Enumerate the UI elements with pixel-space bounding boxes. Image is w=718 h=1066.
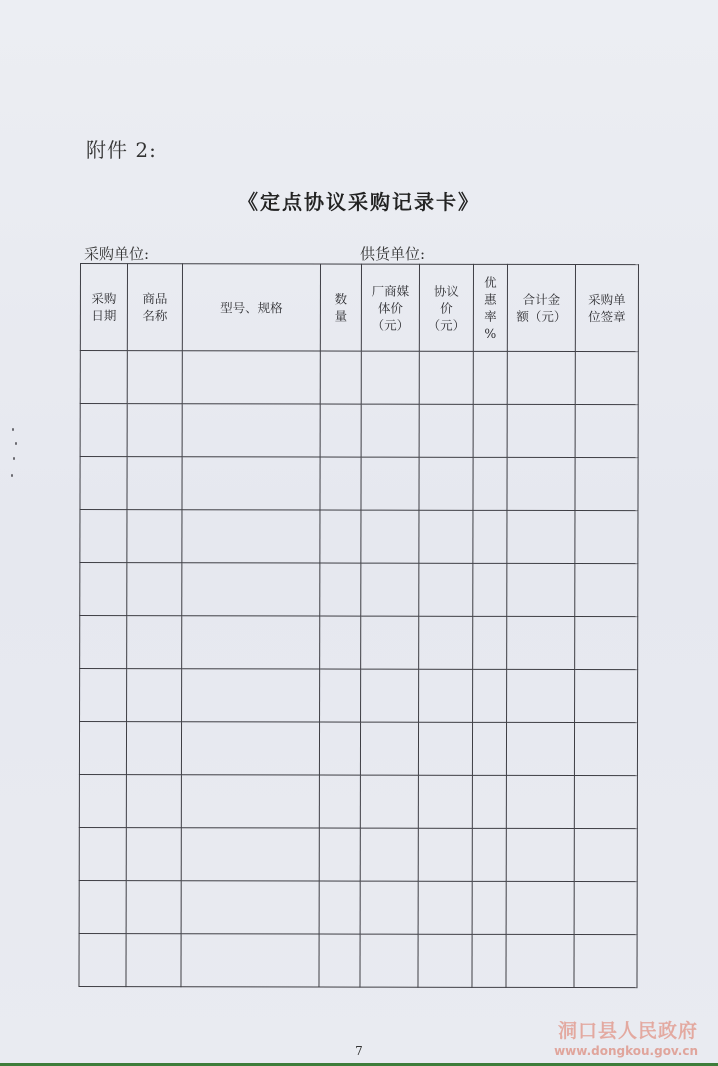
- table-cell[interactable]: [182, 404, 320, 457]
- table-cell[interactable]: [575, 617, 638, 670]
- table-cell[interactable]: [472, 934, 506, 987]
- table-cell[interactable]: [127, 457, 182, 510]
- table-cell[interactable]: [472, 722, 506, 775]
- table-cell[interactable]: [574, 723, 637, 776]
- table-cell[interactable]: [419, 563, 473, 616]
- table-cell[interactable]: [126, 722, 181, 775]
- header-model-spec: 型号、规格: [182, 264, 320, 351]
- page-number: 7: [355, 1044, 363, 1058]
- header-discount-rate: 优 惠 率 %: [473, 264, 507, 351]
- table-cell[interactable]: [574, 935, 637, 988]
- table-header-row: [80, 264, 638, 352]
- document-title: 《定点协议采购记录卡》: [238, 190, 480, 214]
- table-cell[interactable]: [360, 828, 418, 881]
- table-cell[interactable]: [320, 669, 361, 722]
- header-total-amount: 合计金 额（元）: [507, 264, 575, 351]
- header-purchaser-seal: 采购单 位签章: [575, 265, 638, 352]
- site-watermark: [554, 1016, 698, 1058]
- table-cell[interactable]: [419, 510, 473, 563]
- table-cell[interactable]: [419, 616, 473, 669]
- table-row: [80, 669, 638, 723]
- table-cell[interactable]: [575, 670, 638, 723]
- table-cell[interactable]: [320, 457, 361, 510]
- table-cell[interactable]: [181, 828, 319, 881]
- table-cell[interactable]: [127, 351, 182, 404]
- table-cell[interactable]: [507, 457, 575, 510]
- table-cell[interactable]: [574, 776, 637, 829]
- table-cell[interactable]: [127, 669, 182, 722]
- table-row: [79, 722, 637, 776]
- table-cell[interactable]: [80, 510, 127, 563]
- table-cell[interactable]: [360, 881, 418, 934]
- table-cell[interactable]: [79, 722, 126, 775]
- table-cell[interactable]: [80, 616, 127, 669]
- table-cell[interactable]: [182, 510, 320, 563]
- header-purchase-date: 采购 日期: [80, 264, 127, 351]
- table-row: [79, 880, 637, 934]
- header-manufacturer-price: 厂商媒 体价 （元）: [361, 264, 419, 351]
- table-cell[interactable]: [472, 828, 506, 881]
- table-cell[interactable]: [473, 351, 507, 404]
- table-cell[interactable]: [127, 563, 182, 616]
- table-cell[interactable]: [419, 457, 473, 510]
- table-cell[interactable]: [473, 457, 507, 510]
- watermark-url: www.dongkou.gov.cn: [554, 1044, 698, 1058]
- table-row: [79, 774, 637, 828]
- table-cell[interactable]: [79, 774, 126, 827]
- table-cell[interactable]: [574, 829, 637, 882]
- table-row: [80, 457, 638, 511]
- purchaser-label: 采购单位:: [84, 245, 150, 263]
- table-cell[interactable]: [419, 351, 473, 404]
- table-cell[interactable]: [361, 616, 419, 669]
- table-cell[interactable]: [182, 351, 320, 404]
- table-cell[interactable]: [182, 457, 320, 510]
- table-cell[interactable]: [319, 934, 360, 987]
- table-cell[interactable]: [473, 404, 507, 457]
- table-cell[interactable]: [80, 457, 127, 510]
- table-cell[interactable]: [182, 563, 320, 616]
- table-cell[interactable]: [181, 775, 319, 828]
- table-cell[interactable]: [361, 351, 419, 404]
- table-cell[interactable]: [419, 669, 473, 722]
- table-cell[interactable]: [575, 458, 638, 511]
- table-cell[interactable]: [79, 933, 126, 986]
- attachment-label: 附件 2:: [86, 138, 157, 162]
- table-cell[interactable]: [126, 934, 181, 987]
- table-cell[interactable]: [507, 351, 575, 404]
- table-cell[interactable]: [418, 934, 472, 987]
- table-row: [80, 616, 638, 670]
- table-cell[interactable]: [80, 563, 127, 616]
- table-cell[interactable]: [507, 669, 575, 722]
- procurement-record-table: [78, 263, 639, 988]
- table-cell[interactable]: [181, 934, 319, 987]
- table-cell[interactable]: [574, 882, 637, 935]
- table-cell[interactable]: [181, 881, 319, 934]
- table-cell[interactable]: [507, 404, 575, 457]
- table-cell[interactable]: [472, 775, 506, 828]
- table-cell[interactable]: [182, 616, 320, 669]
- table-cell[interactable]: [472, 881, 506, 934]
- table-cell[interactable]: [507, 563, 575, 616]
- table-cell[interactable]: [319, 881, 360, 934]
- table-cell[interactable]: [320, 351, 361, 404]
- header-quantity: 数 量: [320, 264, 361, 351]
- table-cell[interactable]: [79, 827, 126, 880]
- table-cell[interactable]: [361, 563, 419, 616]
- table-cell[interactable]: [79, 880, 126, 933]
- table-cell[interactable]: [575, 511, 638, 564]
- table-cell[interactable]: [418, 775, 472, 828]
- table-cell[interactable]: [361, 510, 419, 563]
- table-cell[interactable]: [507, 616, 575, 669]
- table-cell[interactable]: [506, 934, 574, 987]
- table-cell[interactable]: [80, 404, 127, 457]
- table-cell[interactable]: [126, 828, 181, 881]
- table-cell[interactable]: [507, 510, 575, 563]
- table-cell[interactable]: [320, 404, 361, 457]
- table-cell[interactable]: [418, 828, 472, 881]
- table-cell[interactable]: [473, 616, 507, 669]
- table-cell[interactable]: [575, 352, 638, 405]
- table-cell[interactable]: [506, 828, 574, 881]
- table-cell[interactable]: [418, 881, 472, 934]
- header-agreement-price: 协议 价 （元）: [419, 264, 473, 351]
- table-cell[interactable]: [126, 881, 181, 934]
- table-row: [79, 827, 637, 881]
- table-cell[interactable]: [182, 669, 320, 722]
- table-cell[interactable]: [126, 775, 181, 828]
- table-cell[interactable]: [80, 351, 127, 404]
- table-cell[interactable]: [127, 510, 182, 563]
- watermark-site-name: 洞口县人民政府: [557, 1020, 698, 1042]
- table-cell[interactable]: [419, 404, 473, 457]
- table-cell[interactable]: [473, 510, 507, 563]
- table-body: [79, 351, 638, 988]
- table-cell[interactable]: [320, 510, 361, 563]
- table-cell[interactable]: [127, 616, 182, 669]
- table-cell[interactable]: [575, 405, 638, 458]
- table-cell[interactable]: [320, 563, 361, 616]
- table-cell[interactable]: [506, 775, 574, 828]
- binding-marks: [6, 428, 20, 488]
- table-cell[interactable]: [361, 457, 419, 510]
- table-cell[interactable]: [418, 722, 472, 775]
- header-product-name: 商品 名称: [127, 264, 182, 351]
- table-row: [79, 933, 637, 987]
- table-cell[interactable]: [506, 881, 574, 934]
- table-cell[interactable]: [319, 828, 360, 881]
- table-row: [80, 563, 638, 617]
- table-cell[interactable]: [80, 669, 127, 722]
- table-cell[interactable]: [360, 722, 418, 775]
- supplier-label: 供货单位:: [360, 245, 426, 263]
- table-cell[interactable]: [319, 722, 360, 775]
- table-cell[interactable]: [319, 775, 360, 828]
- table-cell[interactable]: [473, 669, 507, 722]
- table-cell[interactable]: [320, 616, 361, 669]
- table-cell[interactable]: [506, 722, 574, 775]
- table-cell[interactable]: [473, 563, 507, 616]
- table-cell[interactable]: [360, 775, 418, 828]
- table-row: [80, 510, 638, 564]
- table-cell[interactable]: [360, 934, 418, 987]
- table-cell[interactable]: [127, 404, 182, 457]
- table-cell[interactable]: [575, 564, 638, 617]
- table-cell[interactable]: [181, 722, 319, 775]
- table-cell[interactable]: [361, 404, 419, 457]
- table-row: [80, 351, 638, 405]
- table-cell[interactable]: [361, 669, 419, 722]
- table-row: [80, 404, 638, 458]
